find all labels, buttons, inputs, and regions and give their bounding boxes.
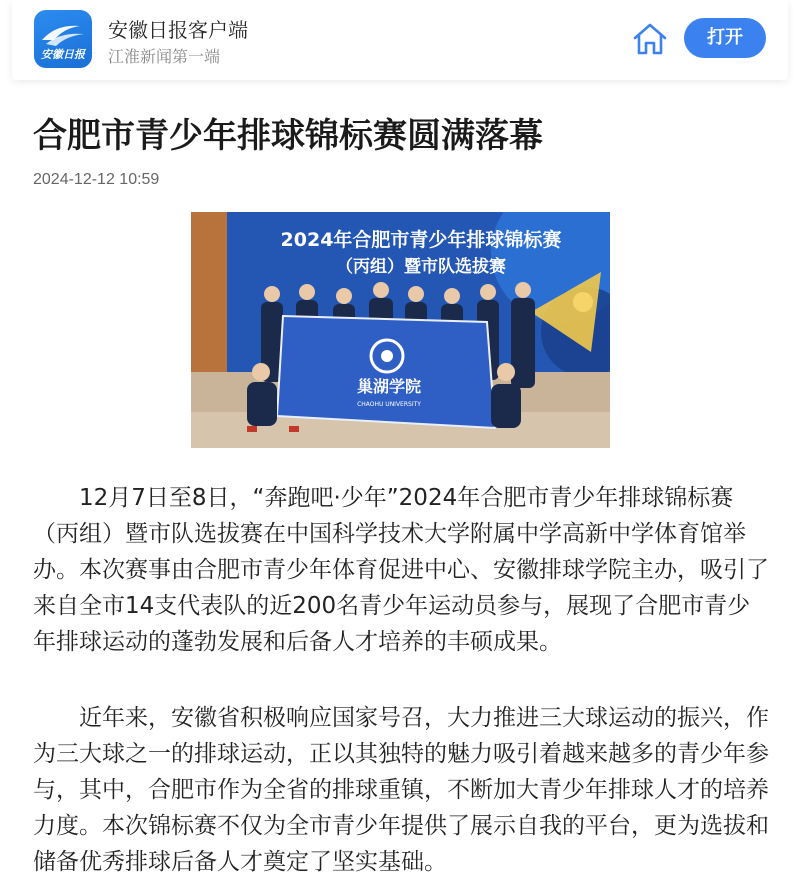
- app-logo-text: 安徽日报: [41, 48, 85, 61]
- app-name: 安徽日报客户端: [108, 18, 248, 42]
- app-download-bar: [12, 0, 788, 80]
- article-photo: [191, 212, 610, 448]
- app-slogan: 江淮新闻第一端: [108, 47, 221, 66]
- article-paragraph: 12月7日至8日，“奔跑吧·少年”2024年合肥市青少年排球锦标赛（丙组）暨市队选拔赛在中国科学技术大学附属中学高新中学体育馆举办。本次赛事由合肥市青少年体育促进中心、安徽排球学院主办，吸引了来自全市14支代表队的近200名青少年运动员参与，展现了合肥市青少年排球运动的蓬勃发展和后备人才培养的丰硕成果。: [33, 485, 769, 655]
- banner-line-2: （丙组）暨市队选拔赛: [336, 257, 506, 277]
- open-app-button[interactable]: 打开: [684, 18, 766, 58]
- flag-text: 巢湖学院: [356, 377, 422, 396]
- team-photo-illustration: [191, 212, 610, 448]
- banner-line-1: 2024年合肥市青少年排球锦标赛: [280, 229, 562, 251]
- flag-subtext: CHAOHU UNIVERSITY: [357, 401, 421, 408]
- home-icon[interactable]: [632, 22, 668, 56]
- app-logo: [34, 10, 92, 68]
- article-title: 合肥市青少年排球锦标赛圆满落幕: [33, 116, 543, 156]
- article-paragraph: 近年来，安徽省积极响应国家号召，大力推进三大球运动的振兴，作为三大球之一的排球运动，正以其独特的魅力吸引着越来越多的青少年参与，其中，合肥市作为全省的排球重镇，不断加大青少年排球人才的培养力度。本次锦标赛不仅为全市青少年提供了展示自我的平台，更为选拔和储备优秀排球后备人才奠定了坚实基础。: [33, 705, 769, 875]
- publish-date: 2024-12-12 10:59: [33, 171, 160, 188]
